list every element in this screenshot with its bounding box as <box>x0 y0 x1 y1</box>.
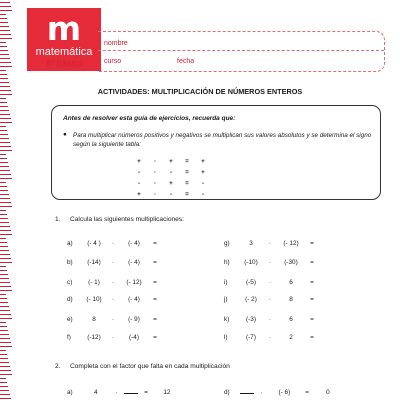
exercise-row <box>224 334 318 341</box>
edge-line <box>0 306 9 307</box>
edge-line <box>0 178 12 179</box>
edge-line <box>0 370 11 371</box>
edge-line <box>0 38 12 39</box>
factor-a: (-3) <box>246 316 256 323</box>
edge-line <box>0 150 12 151</box>
edge-line <box>0 18 7 19</box>
edge-line <box>0 382 7 383</box>
exercise-2a <box>67 387 180 396</box>
edge-line <box>0 262 12 263</box>
factor-b: (- 4) <box>128 296 140 303</box>
factor-a: (-10) <box>244 259 258 266</box>
edge-line <box>0 74 7 75</box>
sign-rule-row <box>131 178 211 189</box>
times-sign: · <box>268 296 272 303</box>
edge-line <box>0 130 7 131</box>
grade-label: 8º básico <box>46 58 83 68</box>
exercise-row <box>224 240 318 247</box>
exercise-key: h) <box>224 259 230 266</box>
edge-line <box>0 246 8 247</box>
exercise-row <box>67 296 161 303</box>
edge-line <box>0 54 9 55</box>
factor-b: (- 4) <box>128 240 140 247</box>
edge-line <box>0 214 7 215</box>
factor-a: 4 <box>94 389 98 396</box>
factor-b: (- 12) <box>126 279 142 286</box>
exercise-key: e) <box>67 316 73 323</box>
edge-line <box>0 346 12 347</box>
curso-label: curso <box>104 58 122 65</box>
factor-a: (- 2) <box>245 296 257 303</box>
times-sign: · <box>111 240 115 247</box>
sign-rule-row <box>131 189 211 200</box>
edge-line <box>0 6 11 7</box>
edge-line <box>0 78 8 79</box>
exercise-key: d) <box>224 389 230 396</box>
edge-line <box>0 210 6 211</box>
question-2 <box>55 363 230 370</box>
reminder-bullet: Para multiplicar números positivos y negativos se multiplican sus valores absolutos y se determina el signo según la siguiente tabla: <box>73 132 372 148</box>
times-sign: · <box>111 334 115 341</box>
sign-rule-cell: · <box>153 158 157 165</box>
edge-line <box>0 170 10 171</box>
question-text: Completa con el factor que falta en cada multiplicación <box>70 363 230 370</box>
edge-line <box>0 34 11 35</box>
subject-name: matemática <box>35 46 93 58</box>
edge-line <box>0 242 7 243</box>
edge-line <box>0 278 9 279</box>
sign-rule-table <box>131 156 211 200</box>
factor-b: 6 <box>289 279 293 286</box>
edge-line <box>0 218 8 219</box>
question-1 <box>55 216 184 223</box>
factor-b: (- 4) <box>128 259 140 266</box>
edge-line <box>0 70 6 71</box>
exercise-row <box>67 259 161 266</box>
sign-rule-cell: + <box>201 169 205 176</box>
edge-line <box>0 66 12 67</box>
edge-line <box>0 166 9 167</box>
edge-line <box>0 322 6 323</box>
sign-rule-cell: + <box>137 191 141 198</box>
reminder-box <box>51 105 381 200</box>
sign-rule-cell: · <box>153 191 157 198</box>
edge-line <box>0 26 9 27</box>
edge-line <box>0 290 12 291</box>
product: 12 <box>163 389 171 396</box>
edge-line <box>0 362 9 363</box>
edge-line <box>0 342 11 343</box>
edge-line <box>0 286 11 287</box>
edge-line <box>0 162 8 163</box>
edge-line <box>0 330 8 331</box>
equals-sign: = <box>153 259 157 266</box>
edge-line <box>0 350 6 351</box>
times-sign: · <box>260 389 263 396</box>
edge-line <box>0 270 7 271</box>
exercise-row <box>224 296 318 303</box>
edge-line <box>0 190 8 191</box>
edge-line <box>0 122 12 123</box>
student-info-box <box>98 31 385 72</box>
sign-rule-cell: · <box>153 169 157 176</box>
exercise-row <box>67 279 161 286</box>
edge-line <box>0 386 8 387</box>
factor-b: 2 <box>289 334 293 341</box>
factor-b: (- 6) <box>278 389 291 396</box>
edge-line <box>0 118 11 119</box>
edge-line <box>0 334 9 335</box>
edge-line <box>0 138 9 139</box>
edge-line <box>0 30 10 31</box>
edge-line <box>0 186 7 187</box>
exercise-row <box>67 316 161 323</box>
edge-line <box>0 10 12 11</box>
edge-line <box>0 106 8 107</box>
equals-sign: = <box>310 240 314 247</box>
edge-line <box>0 126 6 127</box>
edge-line <box>0 50 8 51</box>
edge-line <box>0 46 7 47</box>
exercise-key: d) <box>67 296 73 303</box>
bullet-icon: ● <box>63 131 67 138</box>
times-sign: · <box>268 259 272 266</box>
question-number: 2. <box>55 363 61 370</box>
times-sign: · <box>268 334 272 341</box>
edge-line <box>0 146 11 147</box>
equals-sign: = <box>144 389 148 396</box>
factor-a: (-14) <box>87 259 101 266</box>
times-sign: · <box>111 259 115 266</box>
edge-line <box>0 298 7 299</box>
edge-line <box>0 398 11 399</box>
exercise-row <box>67 240 161 247</box>
edge-line <box>0 394 10 395</box>
equals-sign: = <box>310 316 314 323</box>
question-text: Calcula las siguientes multiplicaciones: <box>70 216 184 223</box>
decorative-left-edge <box>0 0 13 400</box>
sign-rule-cell: + <box>169 180 173 187</box>
factor-b: 6 <box>289 316 293 323</box>
factor-a: (-7) <box>246 334 256 341</box>
edge-line <box>0 134 8 135</box>
sign-rule-cell: = <box>185 169 189 176</box>
factor-a: (- 4 ) <box>87 240 101 247</box>
sign-rule-cell: = <box>185 191 189 198</box>
exercise-key: c) <box>67 279 73 286</box>
edge-line <box>0 326 7 327</box>
question-number: 1. <box>55 216 61 223</box>
sign-rule-cell: + <box>137 158 141 165</box>
exercise-row <box>224 316 318 323</box>
fecha-label: fecha <box>177 58 195 65</box>
exercise-key: k) <box>224 316 230 323</box>
edge-line <box>0 206 12 207</box>
edge-line <box>0 62 11 63</box>
equals-sign: = <box>153 279 157 286</box>
equals-sign: = <box>310 296 314 303</box>
edge-line <box>0 158 7 159</box>
exercise-key: f) <box>67 334 71 341</box>
sign-rule-cell: - <box>201 180 205 187</box>
edge-line <box>0 254 10 255</box>
sign-rule-cell: · <box>153 180 157 187</box>
product: 0 <box>326 389 330 396</box>
edge-line <box>0 314 11 315</box>
edge-line <box>0 390 9 391</box>
edge-line <box>0 98 6 99</box>
equals-sign: = <box>310 279 314 286</box>
exercise-key: j) <box>224 296 228 303</box>
factor-a: (-5) <box>246 279 256 286</box>
times-sign: · <box>268 316 272 323</box>
exercise-key: i) <box>224 279 228 286</box>
edge-line <box>0 114 10 115</box>
answer-blank[interactable] <box>240 387 254 394</box>
edge-line <box>0 250 9 251</box>
edge-line <box>0 182 6 183</box>
equals-sign: = <box>310 334 314 341</box>
factor-b: (-30) <box>284 259 298 266</box>
edge-line <box>0 238 6 239</box>
page-title: ACTIVIDADES: MULTIPLICACIÓN DE NÚMEROS ENTEROS <box>97 87 303 96</box>
factor-a: 8 <box>92 316 96 323</box>
edge-line <box>0 258 11 259</box>
exercise-key: g) <box>224 240 230 247</box>
edge-line <box>0 374 12 375</box>
sign-rule-cell: + <box>201 158 205 165</box>
edge-line <box>0 22 8 23</box>
edge-line <box>0 194 9 195</box>
sign-rule-cell: - <box>137 180 141 187</box>
edge-line <box>0 302 8 303</box>
edge-line <box>0 142 10 143</box>
edge-line <box>0 366 10 367</box>
edge-line <box>0 318 12 319</box>
edge-line <box>0 310 10 311</box>
sign-rule-cell: - <box>137 169 141 176</box>
edge-line <box>0 282 10 283</box>
equals-sign: = <box>153 334 157 341</box>
sign-rule-cell: + <box>169 158 173 165</box>
exercise-row <box>67 334 161 341</box>
times-sign: · <box>268 279 272 286</box>
edge-line <box>0 42 6 43</box>
edge-line <box>0 358 8 359</box>
edge-line <box>0 198 10 199</box>
sign-rule-cell: - <box>169 191 173 198</box>
edge-line <box>0 2 10 3</box>
factor-b: (- 12) <box>283 240 299 247</box>
student-info-divider <box>98 50 384 51</box>
exercise-row <box>224 259 318 266</box>
edge-line <box>0 234 12 235</box>
answer-blank[interactable] <box>124 387 138 394</box>
sign-rule-cell: - <box>169 169 173 176</box>
times-sign: · <box>111 316 115 323</box>
times-sign: · <box>111 296 115 303</box>
sign-rule-row <box>131 156 211 167</box>
equals-sign: = <box>153 316 157 323</box>
edge-line <box>0 154 6 155</box>
times-sign: · <box>268 240 272 247</box>
edge-line <box>0 226 10 227</box>
edge-line <box>0 294 6 295</box>
factor-a: 3 <box>249 240 253 247</box>
edge-line <box>0 266 6 267</box>
factor-b: 8 <box>289 296 293 303</box>
edge-line <box>0 338 10 339</box>
exercise-2d <box>224 387 341 396</box>
edge-line <box>0 58 10 59</box>
factor-a: (- 1) <box>88 279 100 286</box>
equals-sign: = <box>305 389 309 396</box>
exercise-key: l) <box>224 334 228 341</box>
sign-rule-cell: = <box>185 158 189 165</box>
exercise-key: a) <box>67 240 73 247</box>
edge-line <box>0 14 6 15</box>
edge-line <box>0 274 8 275</box>
edge-line <box>0 174 11 175</box>
logo-m-glyph: m <box>46 9 82 48</box>
times-sign: · <box>111 279 115 286</box>
edge-line <box>0 110 9 111</box>
edge-line <box>0 202 11 203</box>
reminder-intro: Antes de resolver esta guía de ejercicios, recuerda que: <box>63 115 236 122</box>
sign-rule-cell: - <box>201 191 205 198</box>
sign-rule-row <box>131 167 211 178</box>
nombre-label: nombre <box>104 40 128 47</box>
exercise-key: b) <box>67 259 73 266</box>
exercise-key: a) <box>67 389 73 396</box>
edge-line <box>0 102 7 103</box>
factor-b: (- 9) <box>128 316 140 323</box>
edge-line <box>0 82 9 83</box>
equals-sign: = <box>153 240 157 247</box>
sign-rule-cell: = <box>185 180 189 187</box>
edge-line <box>0 378 6 379</box>
edge-line <box>0 354 7 355</box>
edge-line <box>0 230 11 231</box>
times-sign: · <box>115 389 118 396</box>
equals-sign: = <box>310 259 314 266</box>
factor-a: (- 10) <box>86 296 102 303</box>
factor-b: (-4) <box>129 334 139 341</box>
exercise-row <box>224 279 318 286</box>
equals-sign: = <box>153 296 157 303</box>
edge-line <box>0 222 9 223</box>
factor-a: (-12) <box>87 334 101 341</box>
